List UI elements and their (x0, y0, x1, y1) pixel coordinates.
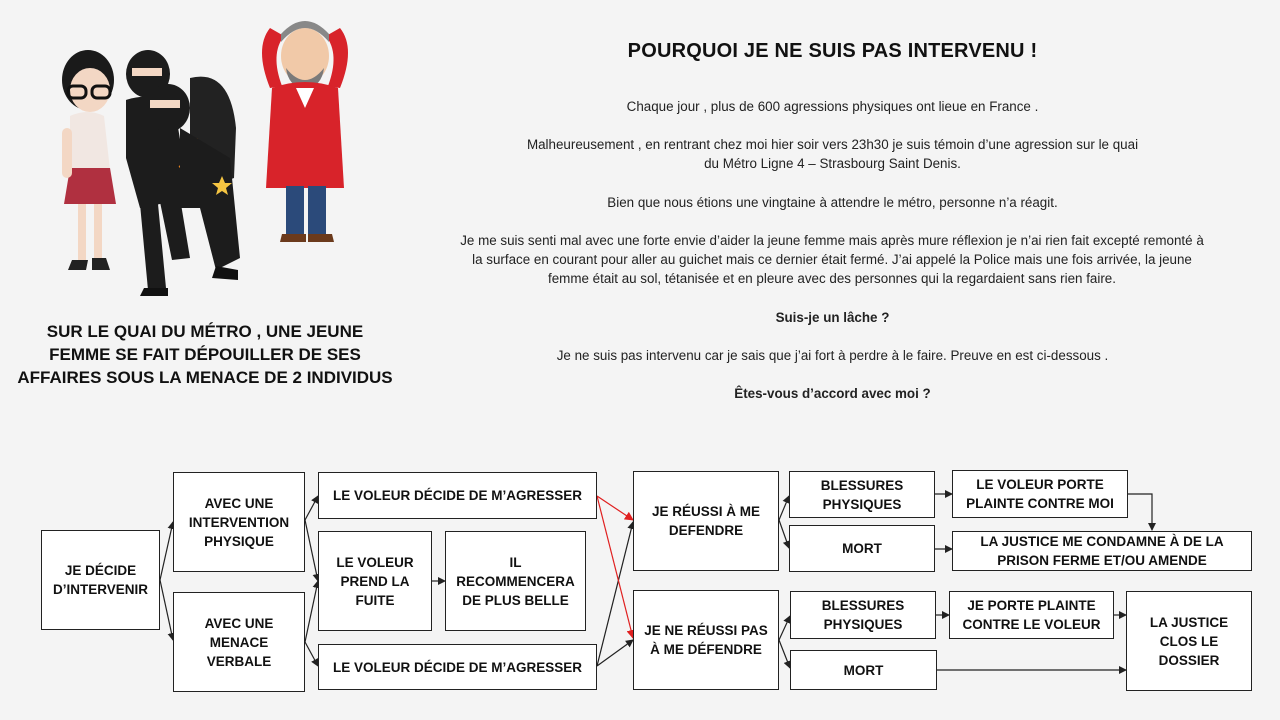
box-death-bottom: MORT (790, 650, 937, 690)
story-paragraph-4-line-3: femme était au sol, tétanisée et en pleure avec des personnes qui la regardaient sans rien faire. (548, 271, 1116, 286)
story-paragraph-2-line-2: du Métro Ligne 4 – Strasbourg Saint Denis. (704, 156, 961, 171)
box-thief-attacks-bottom: LE VOLEUR DÉCIDE DE M’AGRESSER (318, 644, 597, 690)
arrow-defend-ok-to-death (779, 520, 789, 548)
box-case-closed: LA JUSTICE CLOS LE DOSSIER (1126, 591, 1252, 691)
box-thief-attacks-top: LE VOLEUR DÉCIDE DE M’AGRESSER (318, 472, 597, 519)
arrow-defend-ok-to-injury (779, 496, 789, 520)
arrow-defend-fail-to-injury (779, 616, 790, 640)
arrow-verbal-to-flee (305, 581, 318, 642)
story-paragraph-1: Chaque jour , plus de 600 agressions physiques ont lieue en France . (626, 99, 1039, 114)
box-injury-bottom: BLESSURES PHYSIQUES (790, 591, 936, 639)
arrow-physical-to-flee (305, 520, 318, 581)
box-court-condemns-me: LA JUSTICE ME CONDAMNE À DE LA PRISON FERME ET/OU AMENDE (952, 531, 1252, 571)
page-title: POURQUOI JE NE SUIS PAS INTERVENU ! (627, 40, 1038, 62)
caption-line-1: SUR LE QUAI DU MÉTRO , UNE JEUNE (46, 322, 364, 341)
arrow-complaint-to-court (1128, 494, 1152, 530)
question-coward: Suis-je un lâche ? (775, 310, 890, 325)
box-defend-success: JE RÉUSSI À ME DEFENDRE (633, 471, 779, 571)
story-paragraph-2-line-1: Malheureusement , en rentrant chez moi hier soir vers 23h30 je suis témoin d’une agression sur le quai (526, 137, 1139, 152)
box-decide-intervene: JE DÉCIDE D’INTERVENIR (41, 530, 160, 630)
red-arrow-attack-top-to-defend-fail (597, 496, 633, 638)
box-defend-failure: JE NE RÉUSSI PAS À ME DÉFENDRE (633, 590, 779, 690)
box-verbal-threat: AVEC UNE MENACE VERBALE (173, 592, 305, 692)
story-paragraph-5: Je ne suis pas intervenu car je sais que j’ai fort à perdre à le faire. Preuve en est ci-dessous . (556, 348, 1109, 363)
story-paragraph-4-line-2: la surface en courant pour aller au guichet mais ce dernier était fermé. J’ai appelé la Police mais une fois arrivée, la jeune (472, 252, 1192, 267)
box-will-do-it-again: IL RECOMMENCERA DE PLUS BELLE (445, 531, 586, 631)
caption-line-2: FEMME SE FAIT DÉPOUILLER DE SES (49, 345, 361, 364)
arrow-verbal-to-attack-bottom (305, 642, 318, 666)
story-paragraph-4-line-1: Je me suis senti mal avec une forte envie d’aider la jeune femme mais après mure réflexion je n’ai rien fait excepté remonté à (460, 233, 1204, 248)
box-i-file-complaint: JE PORTE PLAINTE CONTRE LE VOLEUR (949, 591, 1114, 639)
box-thief-flees: LE VOLEUR PREND LA FUITE (318, 531, 432, 631)
arrow-defend-fail-to-death (779, 640, 790, 668)
box-thief-files-complaint: LE VOLEUR PORTE PLAINTE CONTRE MOI (952, 470, 1128, 518)
arrow-physical-to-attack-top (305, 496, 318, 520)
caption-line-3: AFFAIRES SOUS LA MENACE DE 2 INDIVIDUS (17, 368, 393, 387)
box-physical-intervention: AVEC UNE INTERVENTION PHYSIQUE (173, 472, 305, 572)
box-injury-top: BLESSURES PHYSIQUES (789, 471, 935, 518)
box-death-top: MORT (789, 525, 935, 572)
arrow-start-to-verbal (160, 580, 173, 640)
story-paragraph-3: Bien que nous étions une vingtaine à attendre le métro, personne n’a réagit. (607, 195, 1058, 210)
arrow-start-to-physical (160, 522, 173, 580)
question-agree: Êtes-vous d’accord avec moi ? (734, 386, 931, 401)
